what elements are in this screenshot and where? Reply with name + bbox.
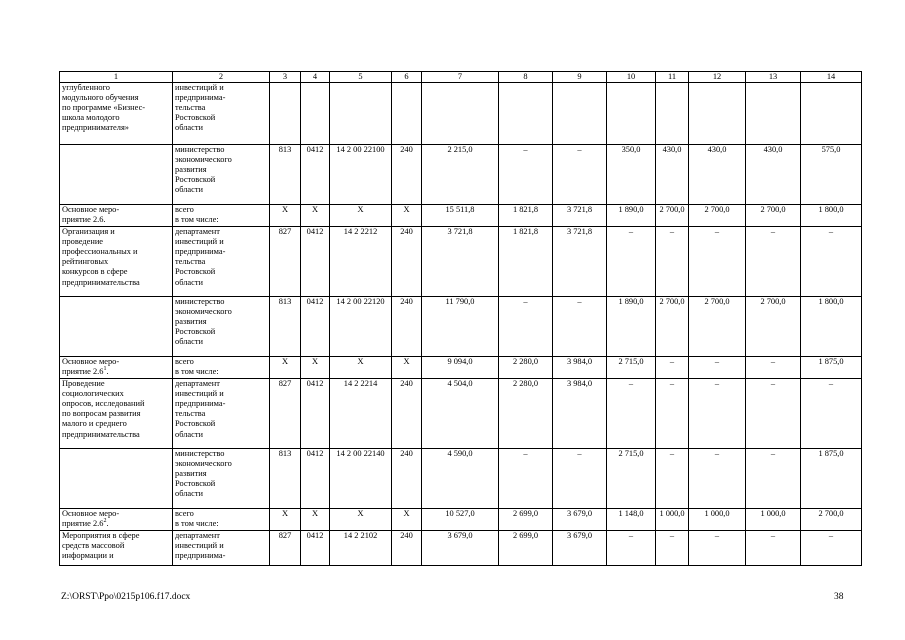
value-cell [392,145,422,205]
cell-text: 3 721,8 [566,205,593,215]
executor-cell [173,145,270,205]
cell-text: Х [311,509,319,519]
cell-text: 240 [400,531,413,541]
cell-text: Мероприятия в сфере средств массовой информации и [62,531,140,561]
value-cell [392,83,422,145]
footnote-suffix: . [106,519,109,529]
value-cell [330,357,392,379]
cell-text: 1 000,0 [760,509,786,519]
cell-text: 2 215,0 [447,145,473,155]
value-cell [422,531,499,566]
value-cell [392,379,422,449]
value-cell [499,449,553,509]
value-cell [499,227,553,297]
cell-text: Х [403,205,410,215]
value-cell [746,449,801,509]
value-cell [746,357,801,379]
value-cell [746,297,801,357]
page-number: 38 [834,592,844,602]
cell-text: 1 821,8 [512,227,539,237]
cell-text: – [669,379,675,389]
cell-text: 15 511,8 [445,205,475,215]
activity-name-cell [60,357,173,379]
cell-text: – [770,227,776,237]
cell-text: министерство экономического развития Ростовской области [175,449,232,499]
cell-text: министерство экономического развития Ростовской области [175,145,232,195]
cell-text: 2 700,0 [659,297,685,307]
value-cell [392,449,422,509]
executor-cell [173,357,270,379]
footnote-marker: 2 [103,518,107,525]
cell-text: – [714,357,720,367]
value-cell [607,145,656,205]
value-cell [746,531,801,566]
value-cell [746,83,801,145]
value-cell [746,379,801,449]
value-cell [553,205,607,227]
value-cell [689,297,746,357]
value-cell [746,509,801,531]
cell-text: Х [403,509,410,519]
cell-text: 827 [278,531,292,541]
header-cell: 7 [422,72,499,83]
cell-text: 10 527,0 [445,509,475,519]
header-cell: 8 [499,72,553,83]
value-cell [270,379,301,449]
activity-name-cell [60,531,173,566]
cell-text: Х [403,357,410,367]
cell-text: – [669,227,675,237]
cell-text: углубленного модульного обучения по программе «Бизнес- школа молодого предпринимателя» [62,83,146,133]
value-cell [270,227,301,297]
header-cell: 11 [656,72,689,83]
value-cell [330,509,392,531]
cell-text: – [577,145,582,155]
cell-text: 350,0 [621,145,641,155]
executor-cell [173,205,270,227]
activity-name-cell [60,227,173,297]
cell-text: 0412 [306,379,324,389]
table-row [60,297,862,357]
value-cell [656,449,689,509]
value-cell [330,297,392,357]
value-cell [746,205,801,227]
value-cell [301,297,330,357]
value-cell [801,449,862,509]
cell-text: Основное меро- приятие 2.6. [62,205,120,225]
cell-text: 240 [400,379,413,389]
cell-text: 1 000,0 [704,509,730,519]
activity-name-cell [60,509,173,531]
value-cell [392,357,422,379]
value-cell [656,379,689,449]
header-cell: 12 [689,72,746,83]
value-cell [689,357,746,379]
value-cell [422,227,499,297]
cell-text: департамент инвестиций и предпринима- тельства Ростовской области [175,227,226,287]
value-cell [746,227,801,297]
value-cell [746,145,801,205]
table-row [60,379,862,449]
value-cell [607,379,656,449]
value-cell [301,531,330,566]
cell-text: 3 984,0 [566,357,593,367]
table-row [60,145,862,205]
cell-text: – [628,531,634,541]
value-cell [656,145,689,205]
value-cell [301,227,330,297]
cell-text: – [828,379,834,389]
cell-text: – [628,227,634,237]
cell-text: 2 699,0 [512,509,539,519]
value-cell [656,205,689,227]
value-cell [689,205,746,227]
value-cell [689,227,746,297]
value-cell [301,449,330,509]
value-cell [607,357,656,379]
cell-text: 0412 [306,449,324,459]
cell-text: 240 [400,449,413,459]
cell-text: 1 000,0 [659,509,685,519]
cell-text: 827 [278,379,292,389]
value-cell [656,531,689,566]
value-cell [499,509,553,531]
footnote-suffix: . [106,367,109,377]
value-cell [656,297,689,357]
table-row [60,449,862,509]
cell-text: – [577,297,582,307]
value-cell [301,205,330,227]
executor-cell [173,449,270,509]
value-cell [607,509,656,531]
cell-text: – [523,449,528,459]
executor-cell [173,379,270,449]
value-cell [656,83,689,145]
cell-text: 827 [278,227,292,237]
cell-text: 11 790,0 [445,297,475,307]
value-cell [330,449,392,509]
value-cell [553,227,607,297]
value-cell [392,531,422,566]
cell-text: 3 679,0 [566,531,593,541]
executor-cell [173,83,270,145]
value-cell [801,145,862,205]
cell-text: 14 2 00 22140 [336,449,385,459]
cell-text: 0412 [306,227,324,237]
cell-text: – [669,357,675,367]
value-cell [330,227,392,297]
cell-text: 1 800,0 [818,297,844,307]
cell-text: Х [357,205,364,215]
value-cell [301,83,330,145]
activity-name-cell [60,205,173,227]
value-cell [270,531,301,566]
cell-text: 2 700,0 [760,297,786,307]
cell-text: – [714,379,720,389]
value-cell [270,449,301,509]
cell-text: министерство экономического развития Ростовской области [175,297,232,347]
cell-text: Х [281,357,289,367]
value-cell [422,83,499,145]
cell-text: 430,0 [763,145,783,155]
value-cell [656,357,689,379]
footer-file-path: Z:\ORST\Ppo\0215p106.f17.docx [61,592,191,602]
cell-text: – [770,357,776,367]
value-cell [553,145,607,205]
cell-text: 1 890,0 [618,205,644,215]
value-cell [656,227,689,297]
cell-text: 430,0 [707,145,727,155]
cell-text: 2 700,0 [760,205,786,215]
value-cell [689,83,746,145]
value-cell [330,531,392,566]
cell-text: – [577,449,582,459]
cell-text: Организация и проведение профессиональных и рейтинговых конкурсов в сфере предпринимательства [62,227,140,287]
cell-text: 1 875,0 [818,357,844,367]
table-row [60,205,862,227]
value-cell [553,379,607,449]
value-cell [499,83,553,145]
cell-text: 1 890,0 [618,297,644,307]
value-cell [422,379,499,449]
activity-name-cell [60,145,173,205]
cell-text: 240 [400,145,413,155]
value-cell [499,531,553,566]
value-cell [301,145,330,205]
cell-text: 14 2 00 22100 [336,145,385,155]
header-cell: 3 [270,72,301,83]
header-cell: 9 [553,72,607,83]
table-row [60,509,862,531]
table-row [60,531,862,566]
cell-text: 2 715,0 [618,449,644,459]
cell-text: департамент инвестиций и предпринима- тельства Ростовской области [175,379,226,439]
value-cell [553,83,607,145]
value-cell [689,379,746,449]
cell-text: – [714,531,720,541]
header-cell: 5 [330,72,392,83]
header-cell: 10 [607,72,656,83]
cell-text: – [770,449,776,459]
value-cell [422,357,499,379]
cell-text: 813 [278,297,292,307]
value-cell [422,297,499,357]
cell-text: департамент инвестиций и предпринима- [175,531,226,561]
cell-text: всего в том числе: [175,509,219,529]
value-cell [801,297,862,357]
cell-text: Х [281,509,289,519]
cell-text: 1 875,0 [818,449,844,459]
cell-text: 2 280,0 [512,357,539,367]
cell-text: Х [311,205,319,215]
cell-text: 0412 [306,145,324,155]
cell-text: Х [357,509,364,519]
cell-text: 14 2 2212 [343,227,378,237]
cell-text: 2 700,0 [704,205,730,215]
value-cell [689,509,746,531]
value-cell [553,509,607,531]
cell-text: 2 715,0 [618,357,644,367]
header-cell: 2 [173,72,270,83]
value-cell [270,145,301,205]
activity-name-cell [60,379,173,449]
cell-text: 14 2 00 22120 [336,297,385,307]
header-cell: 14 [801,72,862,83]
value-cell [801,227,862,297]
cell-text: всего в том числе: [175,357,219,377]
cell-text: Основное меро- приятие 2.6 [62,357,120,377]
table-row [60,357,862,379]
value-cell [422,205,499,227]
value-cell [553,297,607,357]
cell-text: – [714,227,720,237]
activity-name-cell [60,83,173,145]
cell-text: – [628,379,634,389]
footnote-marker: 1 [103,366,107,373]
cell-text: инвестиций и предпринима- тельства Ростовской области [175,83,226,133]
value-cell [801,509,862,531]
activity-name-cell [60,449,173,509]
cell-text: 1 800,0 [818,205,844,215]
value-cell [330,83,392,145]
value-cell [499,357,553,379]
value-cell [270,357,301,379]
activity-name-cell [60,297,173,357]
cell-text: 9 094,0 [447,357,473,367]
value-cell [499,205,553,227]
value-cell [422,145,499,205]
cell-text: – [770,531,776,541]
cell-text: 2 700,0 [659,205,685,215]
cell-text: 430,0 [662,145,682,155]
cell-text: 2 280,0 [512,379,539,389]
cell-text: 3 984,0 [566,379,593,389]
value-cell [270,297,301,357]
header-cell: 6 [392,72,422,83]
value-cell [330,379,392,449]
value-cell [301,379,330,449]
cell-text: 14 2 2102 [343,531,378,541]
cell-text: – [523,145,528,155]
cell-text: 3 679,0 [447,531,473,541]
cell-text: 3 721,8 [566,227,593,237]
cell-text: Х [281,205,289,215]
value-cell [422,509,499,531]
value-cell [499,379,553,449]
value-cell [607,83,656,145]
value-cell [689,449,746,509]
value-cell [689,531,746,566]
cell-text: 1 821,8 [512,205,539,215]
table-row [60,83,862,145]
cell-text: – [828,531,834,541]
cell-text: Основное меро- приятие 2.6 [62,509,120,529]
value-cell [607,531,656,566]
value-cell [689,145,746,205]
cell-text: – [828,227,834,237]
header-row [60,72,862,83]
budget-table [59,71,862,566]
value-cell [801,379,862,449]
cell-text: Х [311,357,319,367]
value-cell [301,357,330,379]
value-cell [330,145,392,205]
value-cell [392,227,422,297]
cell-text: 14 2 2214 [343,379,378,389]
value-cell [801,357,862,379]
value-cell [607,227,656,297]
value-cell [801,531,862,566]
executor-cell [173,297,270,357]
cell-text: 3 721,8 [447,227,473,237]
cell-text: 4 590,0 [447,449,473,459]
value-cell [270,205,301,227]
value-cell [330,205,392,227]
cell-text: 2 699,0 [512,531,539,541]
cell-text: Х [357,357,364,367]
cell-text: 0412 [306,531,324,541]
cell-text: – [669,531,675,541]
cell-text: – [523,297,528,307]
value-cell [553,531,607,566]
executor-cell [173,509,270,531]
cell-text: 240 [400,297,413,307]
value-cell [270,83,301,145]
value-cell [392,509,422,531]
cell-text: 813 [278,449,292,459]
value-cell [801,205,862,227]
cell-text: – [770,379,776,389]
value-cell [607,297,656,357]
value-cell [801,83,862,145]
value-cell [392,297,422,357]
cell-text: 813 [278,145,292,155]
cell-text: 2 700,0 [818,509,844,519]
value-cell [301,509,330,531]
cell-text: всего в том числе: [175,205,219,225]
executor-cell [173,531,270,566]
cell-text: 575,0 [821,145,841,155]
value-cell [270,509,301,531]
header-cell: 1 [60,72,173,83]
table-row [60,227,862,297]
value-cell [607,205,656,227]
value-cell [392,205,422,227]
value-cell [422,449,499,509]
cell-text: – [669,449,675,459]
value-cell [499,145,553,205]
cell-text: 0412 [306,297,324,307]
cell-text: 2 700,0 [704,297,730,307]
header-cell: 4 [301,72,330,83]
value-cell [607,449,656,509]
value-cell [553,357,607,379]
cell-text: 240 [400,227,413,237]
value-cell [656,509,689,531]
executor-cell [173,227,270,297]
cell-text: – [714,449,720,459]
cell-text: 3 679,0 [566,509,593,519]
header-cell: 13 [746,72,801,83]
value-cell [553,449,607,509]
cell-text: Проведение социологических опросов, исследований по вопросам развития малого и среднего предпринимательства [62,379,145,439]
cell-text: 1 148,0 [618,509,644,519]
cell-text: 4 504,0 [447,379,473,389]
value-cell [499,297,553,357]
